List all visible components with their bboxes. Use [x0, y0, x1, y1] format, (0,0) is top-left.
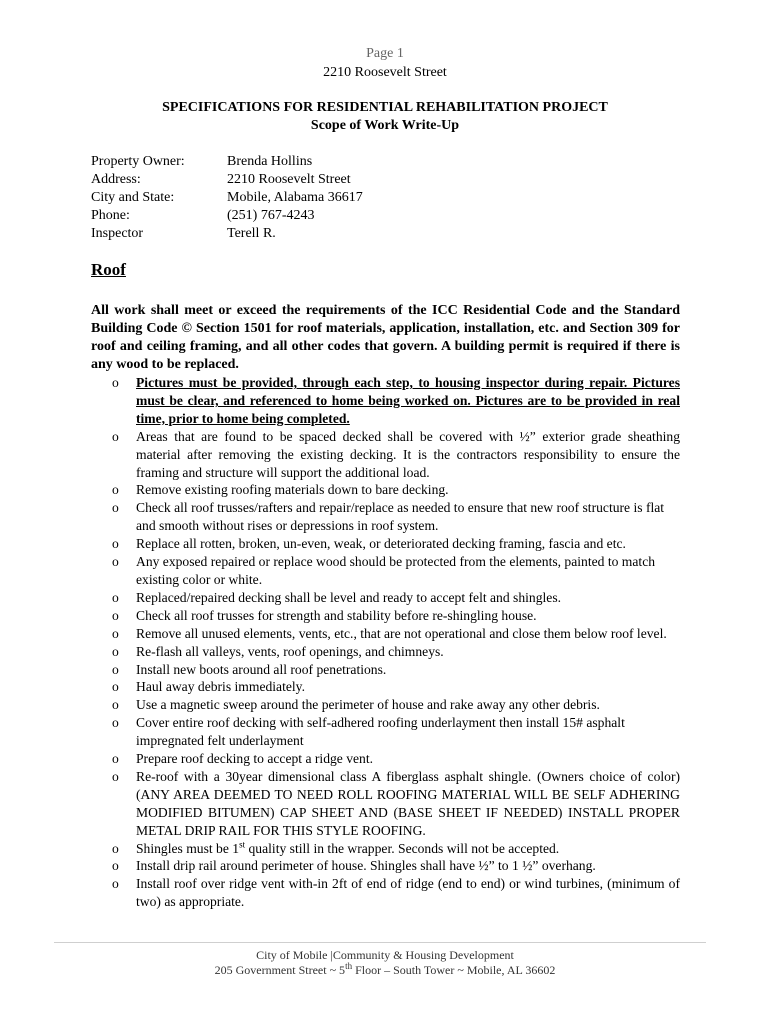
- bullet-icon: o: [112, 840, 119, 856]
- superscript: st: [239, 839, 246, 850]
- list-item: [112, 374, 680, 428]
- info-value: (251) 767-4243: [227, 208, 315, 223]
- list-item: [112, 428, 680, 482]
- bullet-icon: o: [112, 768, 119, 784]
- list-item-text: Any exposed repaired or replace wood should be protected from the elements, painted to match existing color or white.: [136, 554, 656, 587]
- section-heading-roof: Roof: [91, 260, 126, 279]
- bullet-icon: o: [112, 643, 119, 659]
- document-subtitle: Scope of Work Write-Up: [310, 118, 460, 133]
- superscript: th: [345, 961, 353, 971]
- list-item: [112, 714, 680, 750]
- info-row-city-state: [91, 189, 363, 207]
- bullet-icon: o: [112, 715, 119, 731]
- list-item-text: [136, 841, 559, 856]
- list-item: [112, 625, 680, 643]
- footer-address: [0, 963, 770, 978]
- header-address: 2210 Roosevelt Street: [323, 65, 447, 80]
- page-number: Page 1: [366, 46, 404, 61]
- list-item-text: Install roof over ridge vent with-in 2ft of end of ridge (end to end) or wind turbines, (minimum of two) as appropriate.: [136, 876, 680, 910]
- list-item-text: Pictures must be provided, through each step, to housing inspector during repair. Pictures must be clear, and referenced to home being worked on. Pictures are to be provided in real time, prior to home being completed.: [136, 375, 680, 426]
- list-item-text: Install drip rail around perimeter of house. Shingles shall have ½” to 1 ½” overhang.: [136, 858, 596, 874]
- property-info-block: [91, 153, 363, 243]
- bullet-icon: o: [112, 428, 119, 444]
- list-item: [112, 750, 680, 768]
- footer-divider: [54, 942, 706, 943]
- info-row-owner: [91, 153, 363, 171]
- info-value: Mobile, Alabama 36617: [227, 190, 363, 205]
- list-item: [112, 696, 680, 714]
- bullet-icon: o: [112, 589, 119, 605]
- info-value: Terell R.: [227, 226, 276, 241]
- list-item: [112, 768, 680, 840]
- list-item: [112, 840, 680, 858]
- bullet-icon: o: [112, 482, 119, 498]
- bullet-icon: o: [112, 876, 119, 892]
- list-item-text: Haul away debris immediately.: [136, 679, 305, 695]
- list-item-text: Prepare roof decking to accept a ridge vent.: [136, 751, 374, 767]
- list-item: [112, 607, 680, 625]
- roof-intro-paragraph: All work shall meet or exceed the requirements of the ICC Residential Code and the Standard Building Code © Section 1501 for roof materials, application, installation, etc. and Section 309 for roof and ceiling framing, and all other codes that govern. A building permit is required if there is any wood to be replaced.: [91, 303, 680, 372]
- info-label: Property Owner:: [91, 154, 185, 169]
- bullet-icon: o: [112, 607, 119, 623]
- list-item: [112, 857, 680, 875]
- list-item-text: Install new boots around all roof penetrations.: [136, 661, 387, 677]
- bullet-icon: o: [112, 500, 119, 516]
- list-item-text: Re-flash all valleys, vents, roof openings, and chimneys.: [136, 643, 444, 659]
- footer-address-part: Floor – South Tower ~ Mobile, AL 36602: [352, 963, 556, 977]
- list-item-text: Cover entire roof decking with self-adhered roofing underlayment then install 15# asphalt impregnated felt underlayment: [136, 715, 625, 749]
- info-value: Brenda Hollins: [227, 154, 313, 169]
- info-row-address: [91, 171, 363, 189]
- bullet-icon: o: [112, 375, 119, 390]
- list-item: [112, 589, 680, 607]
- list-item: [112, 499, 680, 535]
- info-row-phone: [91, 207, 363, 225]
- info-value: 2210 Roosevelt Street: [227, 172, 351, 187]
- list-item: [112, 481, 680, 499]
- list-item: [112, 678, 680, 696]
- info-label: City and State:: [91, 190, 175, 205]
- list-item-text-part: Shingles must be 1: [136, 840, 240, 856]
- list-item-text: Replaced/repaired decking shall be level and ready to accept felt and shingles.: [136, 589, 562, 605]
- bullet-icon: o: [112, 536, 119, 552]
- list-item-text: Re-roof with a 30year dimensional class A fiberglass asphalt shingle. (Owners choice of color) (ANY AREA DEEMED TO NEED ROLL ROOFING MATERIAL WILL BE SELF ADHERING MODIFIED BITUMEN) CAP SHEET AND (BASE SHEET IF NEEDED) INSTALL PROPER METAL DRIP RAIL FOR THIS STYLE ROOFING.: [136, 768, 680, 838]
- bullet-icon: o: [112, 625, 119, 641]
- list-item-text: Remove all unused elements, vents, etc., that are not operational and close them below roof level.: [136, 625, 667, 641]
- list-item-text-part: quality still in the wrapper. Seconds will not be accepted.: [245, 840, 560, 856]
- footer-organization: City of Mobile |Community & Housing Development: [256, 948, 514, 962]
- bullet-icon: o: [112, 554, 119, 570]
- document-title: SPECIFICATIONS FOR RESIDENTIAL REHABILITATION PROJECT: [162, 100, 608, 115]
- list-item-text: Check all roof trusses/rafters and repair/replace as needed to ensure that new roof structure is flat and smooth without rises or depressions in roof system.: [136, 500, 665, 534]
- info-label: Inspector: [91, 226, 144, 241]
- bullet-icon: o: [112, 661, 119, 677]
- bullet-icon: o: [112, 697, 119, 713]
- bullet-icon: o: [112, 751, 119, 767]
- bullet-icon: o: [112, 679, 119, 695]
- list-item-text: Replace all rotten, broken, un-even, weak, or deteriorated decking framing, fascia and etc.: [136, 536, 626, 552]
- list-item: [112, 661, 680, 679]
- bullet-icon: o: [112, 858, 119, 874]
- info-label: Address:: [91, 172, 141, 187]
- roof-requirements-list: [112, 374, 680, 911]
- list-item: [112, 643, 680, 661]
- footer-address-part: 205 Government Street ~ 5: [214, 963, 346, 977]
- list-item: [112, 875, 680, 911]
- info-row-inspector: [91, 225, 363, 243]
- list-item-text: Use a magnetic sweep around the perimeter of house and rake away any other debris.: [136, 697, 600, 713]
- list-item-text: Areas that are found to be spaced decked shall be covered with ½” exterior grade sheathing material after removing the existing decking. It is the contractors responsibility to ensure the framing and structure will support the additional load.: [136, 428, 680, 480]
- list-item: [112, 535, 680, 553]
- list-item-text: Remove existing roofing materials down to bare decking.: [136, 482, 449, 498]
- info-label: Phone:: [91, 208, 130, 223]
- list-item: [112, 553, 680, 589]
- list-item-text: Check all roof trusses for strength and stability before re-shingling house.: [136, 607, 537, 623]
